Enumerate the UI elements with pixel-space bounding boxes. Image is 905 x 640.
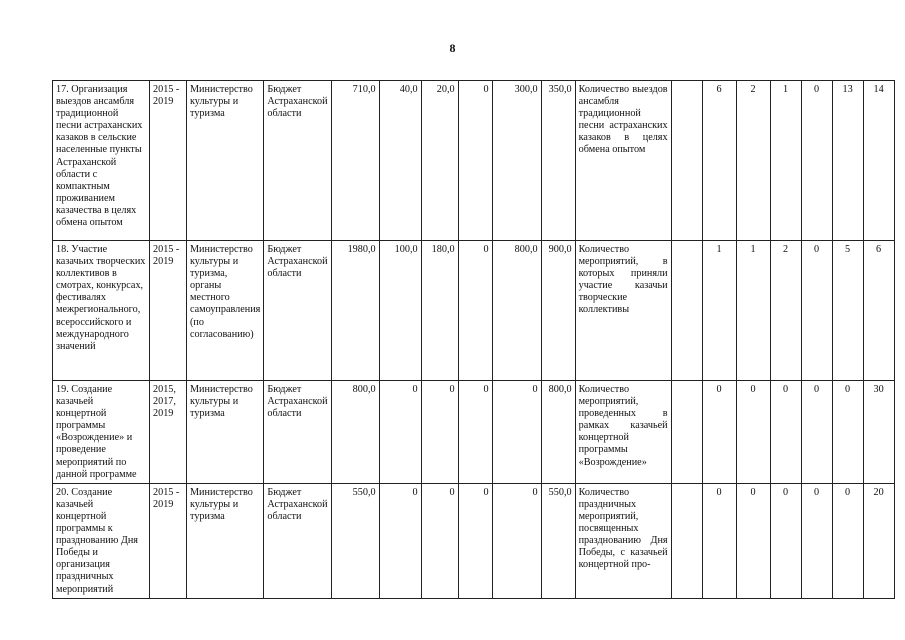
value-2016-cell: 0 [736,381,770,484]
event-name-cell: 20. Создание казачьей концертной программы к празднованию Дня Победы и организация праздничных мероприятий [53,483,150,598]
page-number: 8 [449,41,456,55]
indicator-cell: Количество выездов ансамбля традиционной песни астраханских казаков в целях обмена опытом [575,81,671,241]
value-2019-cell: 5 [832,241,863,381]
event-name-cell: 19. Создание казачьей концертной программы «Возрождение» и проведение мероприятий по данной программе [53,381,150,484]
amount-2019-cell: 900,0 [541,241,575,381]
indicator-cell: Количество праздничных мероприятий, посвященных празднованию Дня Победы, с казачьей концертной про- [575,483,671,598]
value-2017-cell: 0 [770,381,801,484]
value-2015-cell: 6 [702,81,736,241]
value-2020-cell: 20 [863,483,894,598]
amount-2019-cell: 350,0 [541,81,575,241]
value-2018-cell: 0 [801,483,832,598]
funding-source-cell: Бюджет Астраханской области [264,381,331,484]
value-2016-cell: 1 [736,241,770,381]
funding-source-cell: Бюджет Астраханской области [264,241,331,381]
table-row [53,241,895,381]
amount-2015-cell: 100,0 [379,241,421,381]
table-row [53,483,895,598]
table-row [53,381,895,484]
value-2020-cell: 14 [863,81,894,241]
base-value-cell [671,81,702,241]
value-2017-cell: 1 [770,81,801,241]
amount-2017-cell: 0 [458,381,492,484]
amount-2019-cell: 550,0 [541,483,575,598]
value-2018-cell: 0 [801,381,832,484]
value-2018-cell: 0 [801,241,832,381]
amount-2017-cell: 0 [458,81,492,241]
years-cell: 2015 - 2019 [150,81,187,241]
value-2019-cell: 13 [832,81,863,241]
base-value-cell [671,241,702,381]
value-2020-cell: 30 [863,381,894,484]
indicator-cell: Количество мероприятий, проведенных в рамках казачьей концертной программы «Возрождение» [575,381,671,484]
executor-cell: Министерство культуры и туризма, органы местного самоуправления (по согласованию) [187,241,264,381]
amount-2016-cell: 0 [421,483,458,598]
amount-2016-cell: 0 [421,381,458,484]
value-2018-cell: 0 [801,81,832,241]
total-cell: 710,0 [331,81,379,241]
program-table [52,80,895,599]
executor-cell: Министерство культуры и туризма [187,81,264,241]
indicator-cell: Количество мероприятий, в которых приняли участие казачьи творческие коллективы [575,241,671,381]
base-value-cell [671,381,702,484]
value-2015-cell: 1 [702,241,736,381]
value-2017-cell: 2 [770,241,801,381]
amount-2017-cell: 0 [458,241,492,381]
value-2016-cell: 2 [736,81,770,241]
amount-2018-cell: 800,0 [492,241,541,381]
funding-source-cell: Бюджет Астраханской области [264,483,331,598]
event-name-cell: 17. Организация выездов ансамбля традиционной песни астраханских казаков в сельские населенные пункты Астраханской области с компактным проживанием казачества в целях обмена опытом [53,81,150,241]
amount-2015-cell: 40,0 [379,81,421,241]
value-2019-cell: 0 [832,381,863,484]
amount-2015-cell: 0 [379,483,421,598]
event-name-cell: 18. Участие казачьих творческих коллективов в смотрах, конкурсах, фестивалях межрегионального, всероссийского и международного значений [53,241,150,381]
value-2016-cell: 0 [736,483,770,598]
years-cell: 2015 - 2019 [150,241,187,381]
total-cell: 1980,0 [331,241,379,381]
value-2015-cell: 0 [702,381,736,484]
value-2015-cell: 0 [702,483,736,598]
value-2019-cell: 0 [832,483,863,598]
value-2017-cell: 0 [770,483,801,598]
amount-2015-cell: 0 [379,381,421,484]
amount-2017-cell: 0 [458,483,492,598]
years-cell: 2015 - 2019 [150,483,187,598]
value-2020-cell: 6 [863,241,894,381]
amount-2019-cell: 800,0 [541,381,575,484]
amount-2016-cell: 20,0 [421,81,458,241]
funding-source-cell: Бюджет Астраханской области [264,81,331,241]
amount-2016-cell: 180,0 [421,241,458,381]
years-cell: 2015, 2017, 2019 [150,381,187,484]
amount-2018-cell: 0 [492,381,541,484]
executor-cell: Министерство культуры и туризма [187,483,264,598]
amount-2018-cell: 300,0 [492,81,541,241]
table-row [53,81,895,241]
base-value-cell [671,483,702,598]
total-cell: 800,0 [331,381,379,484]
executor-cell: Министерство культуры и туризма [187,381,264,484]
total-cell: 550,0 [331,483,379,598]
amount-2018-cell: 0 [492,483,541,598]
